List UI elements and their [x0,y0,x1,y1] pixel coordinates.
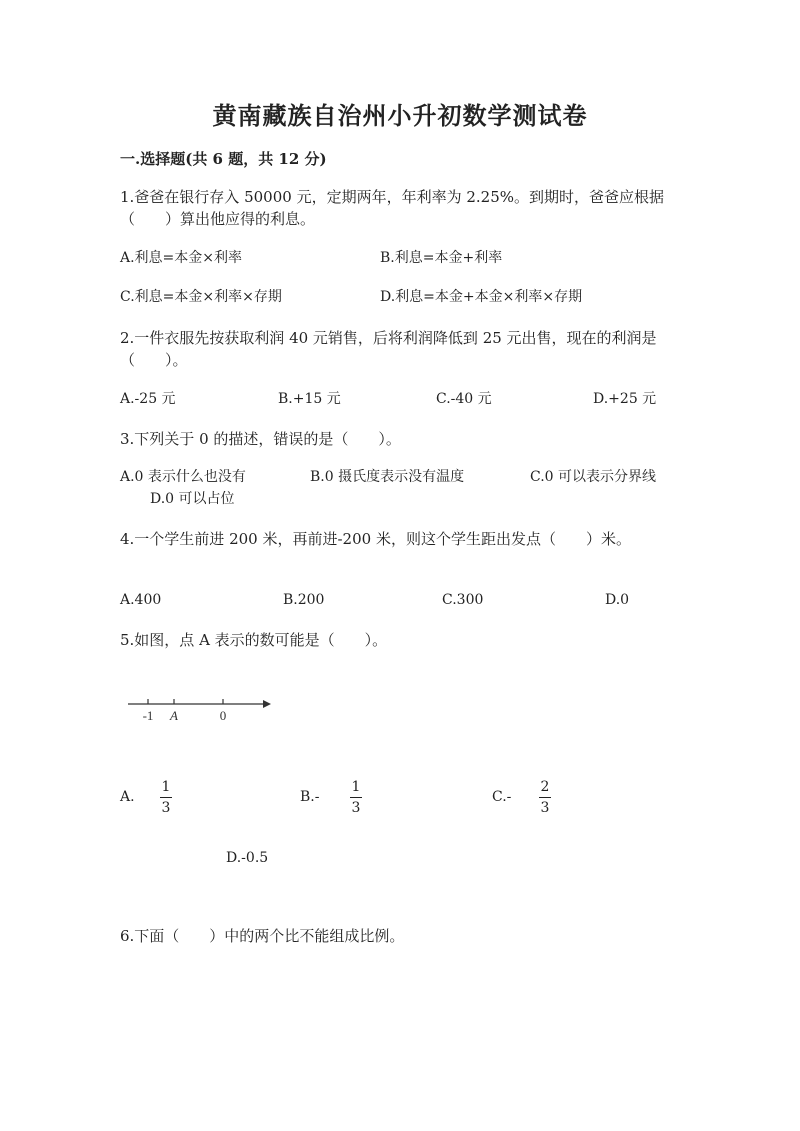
q2-option-a: A.-25 元 [120,391,176,407]
q5-option-a-prefix: A. [120,789,135,805]
q3-option-c: C.0 可以表示分界线 [530,469,657,485]
q5-option-c-prefix: C.- [492,789,512,805]
q2-option-b: B.+15 元 [278,391,341,407]
q5-option-b-fraction [350,779,362,816]
q1-option-a: A.利息=本金×利率 [120,250,243,266]
q4-option-b: B.200 [283,592,325,608]
fraction-numerator: 1 [161,779,171,795]
question-3-stem: 3.下列关于 0 的描述，错误的是（ ）。 [120,430,401,448]
q3-option-d: D.0 可以占位 [150,491,235,507]
fraction-numerator: 2 [540,779,550,795]
fraction-bar [160,797,172,798]
label-point-a: A [170,708,178,723]
question-6-stem: 6.下面（ ）中的两个比不能组成比例。 [120,927,405,945]
fraction-denominator: 3 [540,800,550,816]
q1-option-d: D.利息=本金+本金×利率×存期 [380,289,583,305]
q2-option-c: C.-40 元 [436,391,492,407]
question-2-stem: 2.一件衣服先按获取利润 40 元销售，后将利润降低到 25 元出售，现在的利润是（ ）。 [120,329,657,369]
question-4-stem: 4.一个学生前进 200 米，再前进-200 米，则这个学生距出发点（ ）米。 [120,530,631,548]
q5-option-b-prefix: B.- [300,789,320,805]
q5-option-c-fraction [539,779,551,816]
q4-option-c: C.300 [442,592,484,608]
fraction-bar [539,797,551,798]
q5-option-a-fraction [160,779,172,816]
label-zero: 0 [219,708,227,723]
q5-option-d: D.-0.5 [226,850,269,866]
fraction-bar [350,797,362,798]
q1-option-c: C.利息=本金×利率×存期 [120,289,282,305]
fraction-numerator: 1 [351,779,361,795]
exam-title: 黄南藏族自治州小升初数学测试卷 [212,101,588,130]
fraction-denominator: 3 [161,800,171,816]
question-5-stem: 5.如图，点 A 表示的数可能是（ ）。 [120,631,388,649]
q3-option-b: B.0 摄氏度表示没有温度 [310,469,465,485]
fraction-denominator: 3 [351,800,361,816]
q3-option-a: A.0 表示什么也没有 [120,469,246,485]
label-minus-one: -1 [142,708,154,723]
q4-option-a: A.400 [120,592,162,608]
q4-option-d: D.0 [605,592,630,608]
q1-option-b: B.利息=本金+利率 [380,250,503,266]
question-1-stem: 1.爸爸在银行存入 50000 元，定期两年，年利率为 2.25%。到期时，爸爸应根据（ ）算出他应得的利息。 [120,188,664,228]
q2-option-d: D.+25 元 [593,391,657,407]
section-heading: 一.选择题(共 6 题，共 12 分) [120,150,327,168]
number-line-arrow [263,700,271,708]
number-line-figure [125,690,275,726]
